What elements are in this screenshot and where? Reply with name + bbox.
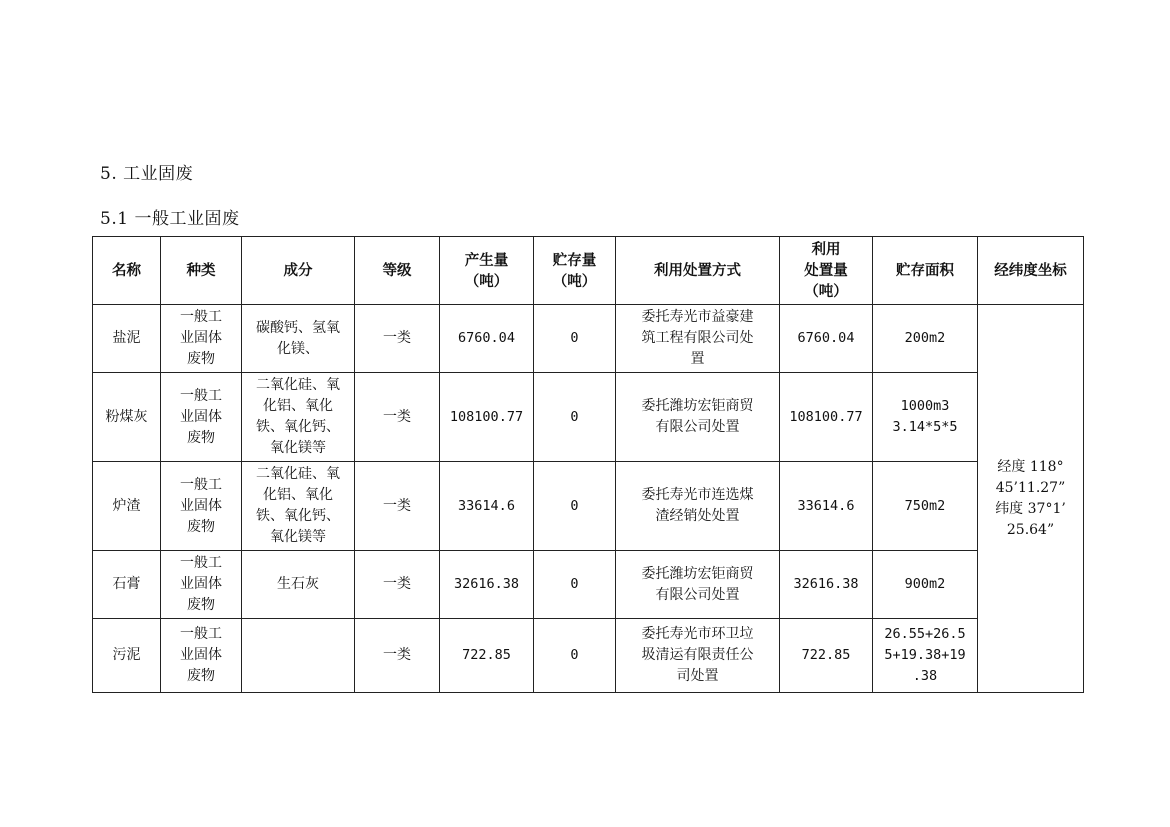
cell-name: 粉煤灰 — [93, 373, 161, 462]
cell-method: 委托寿光市益豪建 筑工程有限公司处 置 — [616, 305, 780, 373]
header-area: 贮存面积 — [873, 237, 978, 305]
header-category: 种类 — [161, 237, 242, 305]
cell-disposed: 32616.38 — [780, 551, 873, 619]
cell-grade: 一类 — [355, 373, 440, 462]
cell-composition: 二氧化硅、氧 化铝、氧化 铁、氧化钙、 氧化镁等 — [242, 373, 355, 462]
cell-name: 石膏 — [93, 551, 161, 619]
cell-grade: 一类 — [355, 551, 440, 619]
cell-disposed: 33614.6 — [780, 462, 873, 551]
cell-disposed: 6760.04 — [780, 305, 873, 373]
cell-stored: 0 — [534, 619, 616, 693]
cell-coordinates: 经度 118° 45’11.27” 纬度 37°1’ 25.64” — [978, 305, 1084, 693]
cell-stored: 0 — [534, 551, 616, 619]
cell-area: 200m2 — [873, 305, 978, 373]
table-row — [93, 551, 1084, 619]
cell-composition: 碳酸钙、氢氧 化镁、 — [242, 305, 355, 373]
cell-category: 一般工 业固体 废物 — [161, 462, 242, 551]
cell-area: 900m2 — [873, 551, 978, 619]
cell-category: 一般工 业固体 废物 — [161, 551, 242, 619]
cell-name: 炉渣 — [93, 462, 161, 551]
section-title: 5. 工业固废 — [100, 164, 194, 184]
cell-category: 一般工 业固体 废物 — [161, 305, 242, 373]
header-coordinates: 经纬度坐标 — [978, 237, 1084, 305]
cell-name: 盐泥 — [93, 305, 161, 373]
cell-method: 委托潍坊宏钜商贸 有限公司处置 — [616, 551, 780, 619]
table-row — [93, 462, 1084, 551]
cell-category: 一般工 业固体 废物 — [161, 373, 242, 462]
header-name: 名称 — [93, 237, 161, 305]
table-row — [93, 373, 1084, 462]
cell-stored: 0 — [534, 305, 616, 373]
cell-grade: 一类 — [355, 305, 440, 373]
cell-area: 750m2 — [873, 462, 978, 551]
cell-method: 委托寿光市环卫垃 圾清运有限责任公 司处置 — [616, 619, 780, 693]
cell-name: 污泥 — [93, 619, 161, 693]
cell-produced: 32616.38 — [440, 551, 534, 619]
cell-composition: 二氧化硅、氧 化铝、氧化 铁、氧化钙、 氧化镁等 — [242, 462, 355, 551]
cell-stored: 0 — [534, 462, 616, 551]
cell-produced: 33614.6 — [440, 462, 534, 551]
solid-waste-table — [92, 236, 1084, 693]
cell-disposed: 722.85 — [780, 619, 873, 693]
header-grade: 等级 — [355, 237, 440, 305]
table-row — [93, 619, 1084, 693]
cell-area: 1000m3 3.14*5*5 — [873, 373, 978, 462]
cell-grade: 一类 — [355, 619, 440, 693]
cell-composition — [242, 619, 355, 693]
header-method: 利用处置方式 — [616, 237, 780, 305]
header-produced: 产生量 （吨） — [440, 237, 534, 305]
header-stored: 贮存量 （吨） — [534, 237, 616, 305]
cell-produced: 6760.04 — [440, 305, 534, 373]
table-header-row — [93, 237, 1084, 305]
cell-category: 一般工 业固体 废物 — [161, 619, 242, 693]
subsection-title: 5.1 一般工业固废 — [100, 209, 240, 229]
cell-disposed: 108100.77 — [780, 373, 873, 462]
header-composition: 成分 — [242, 237, 355, 305]
cell-method: 委托寿光市连选煤 渣经销处处置 — [616, 462, 780, 551]
cell-produced: 108100.77 — [440, 373, 534, 462]
cell-area: 26.55+26.5 5+19.38+19 .38 — [873, 619, 978, 693]
table-row — [93, 305, 1084, 373]
cell-composition: 生石灰 — [242, 551, 355, 619]
cell-grade: 一类 — [355, 462, 440, 551]
cell-method: 委托潍坊宏钜商贸 有限公司处置 — [616, 373, 780, 462]
cell-produced: 722.85 — [440, 619, 534, 693]
header-disposed: 利用 处置量 （吨） — [780, 237, 873, 305]
cell-stored: 0 — [534, 373, 616, 462]
